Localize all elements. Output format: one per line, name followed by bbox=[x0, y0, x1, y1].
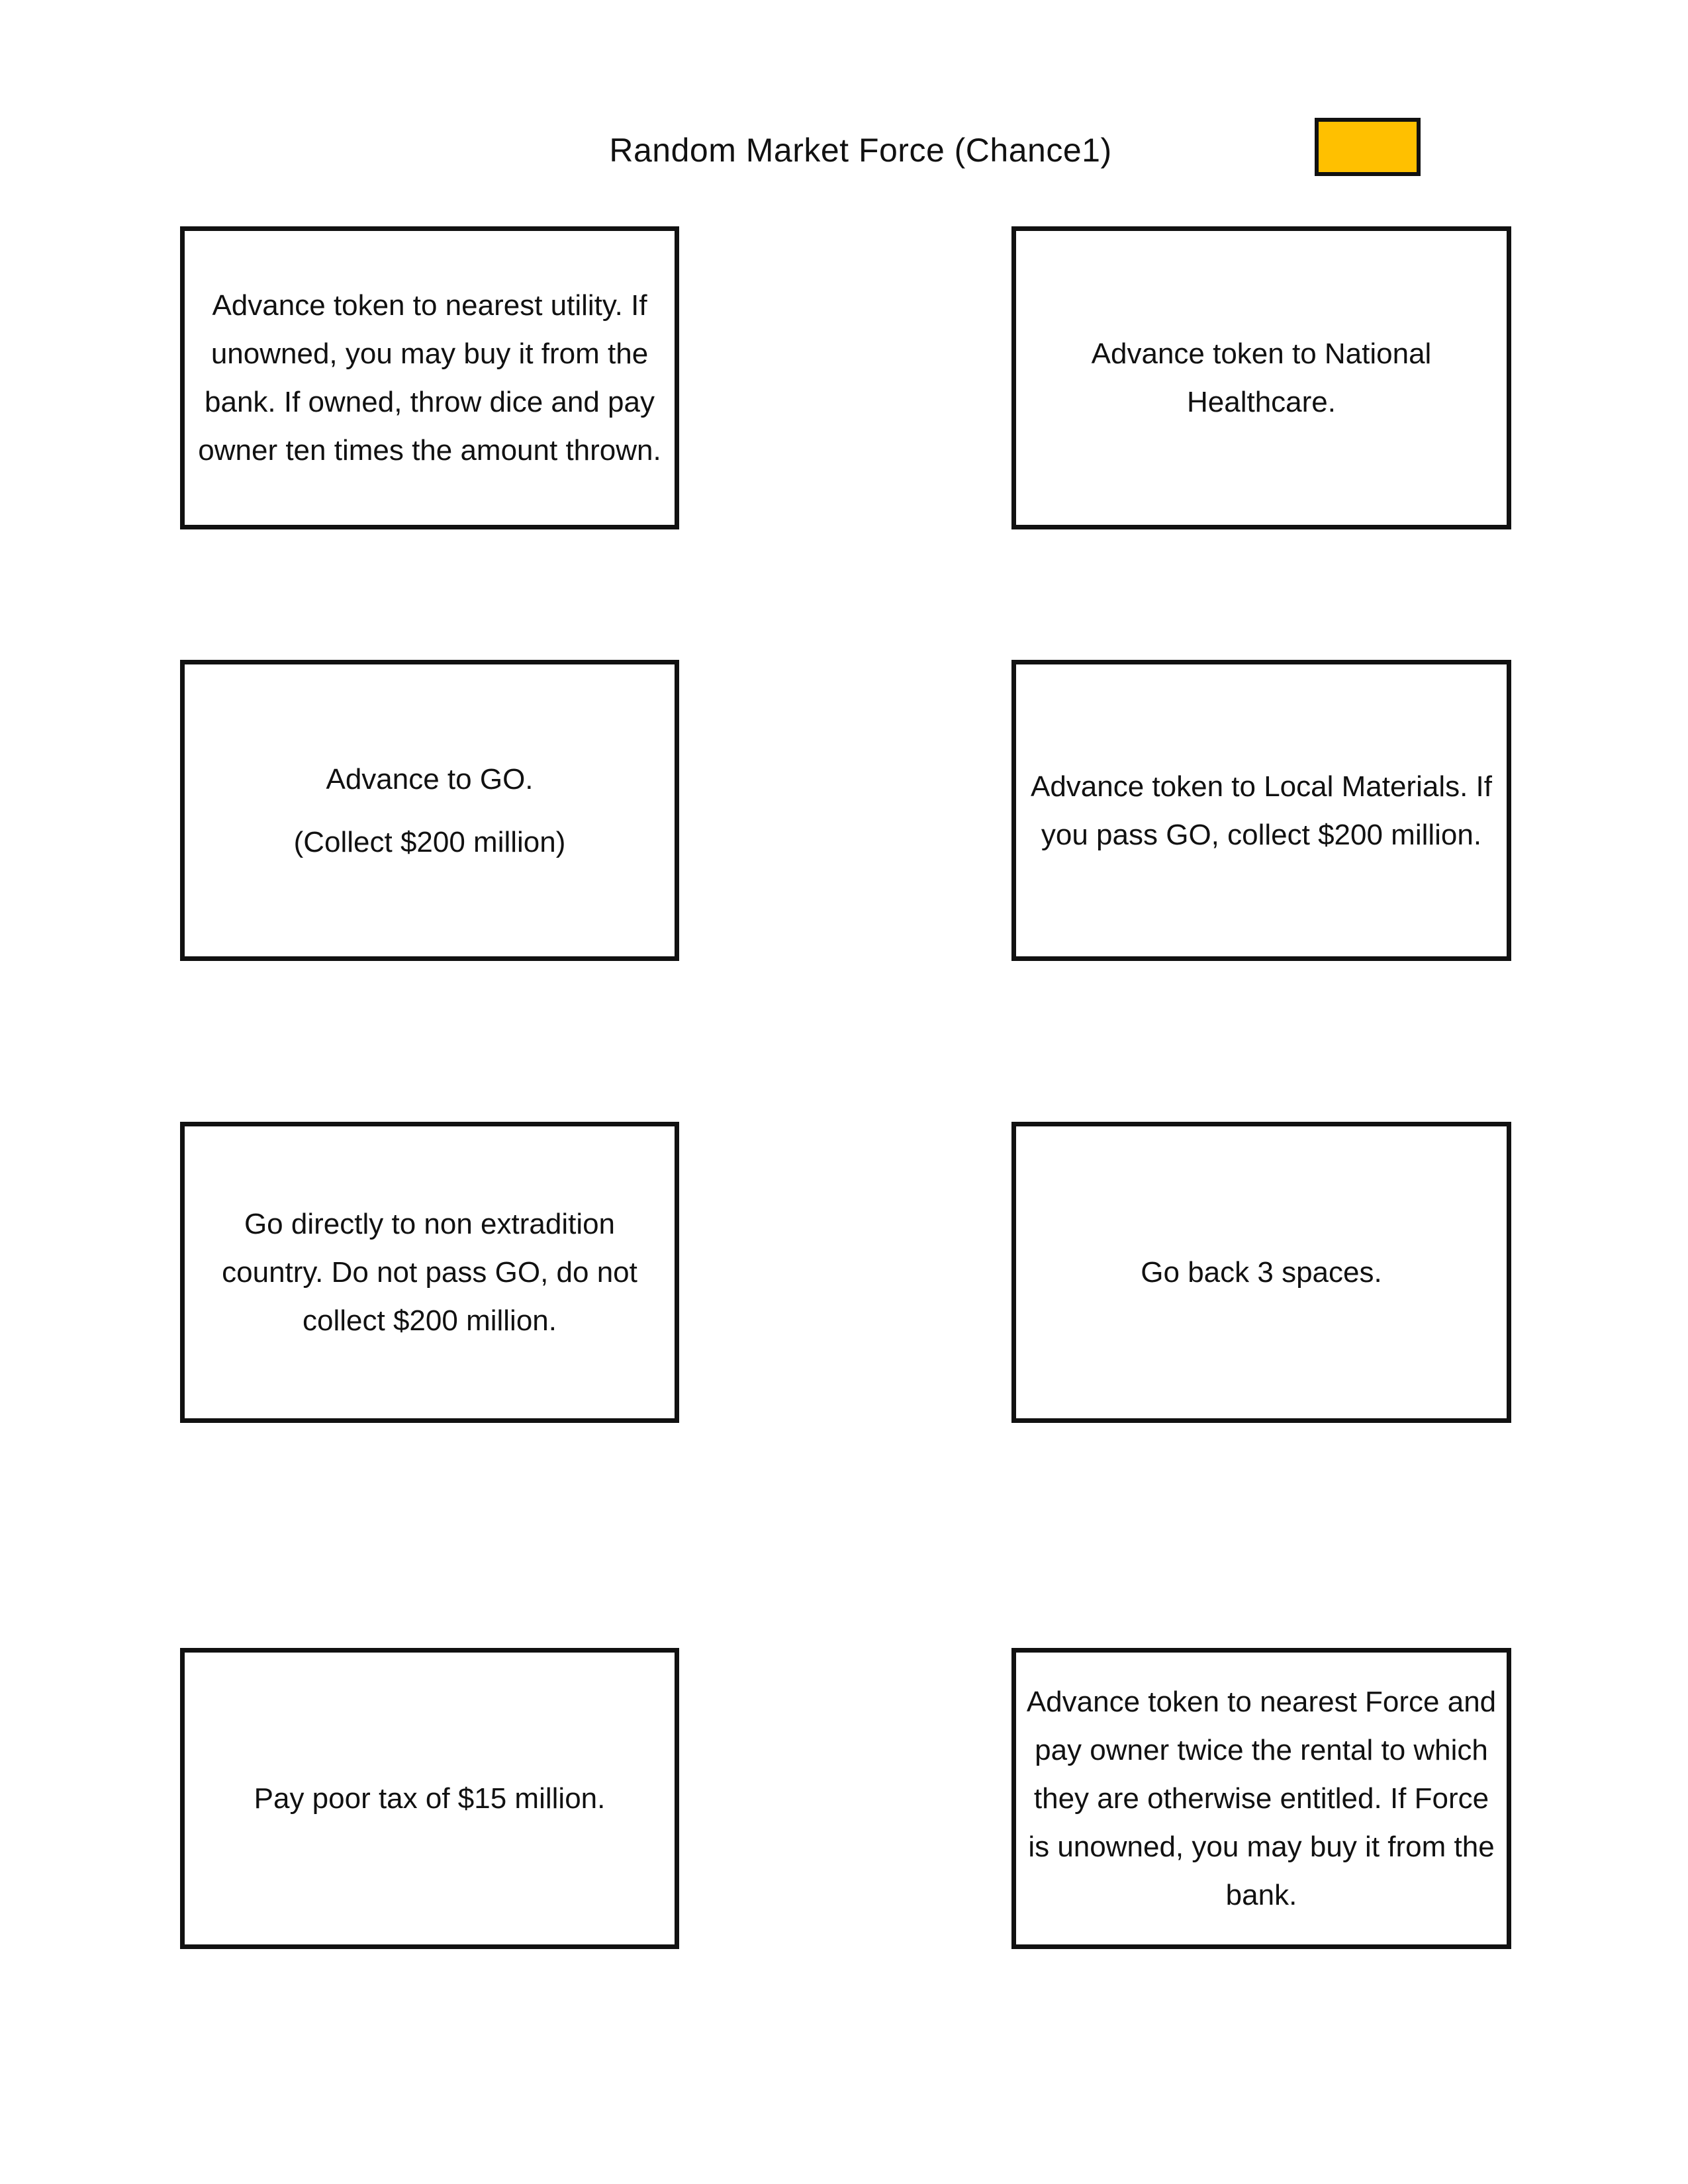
card-text: Advance token to National Healthcare. bbox=[1091, 338, 1432, 418]
card-text: Go directly to non extradition country. Do not pass GO, do not collect $200 million. bbox=[222, 1208, 637, 1337]
card-national-healthcare bbox=[1011, 226, 1511, 529]
page-title: Random Market Force (Chance1) bbox=[609, 132, 1112, 169]
card-nearest-force bbox=[1011, 1648, 1511, 1949]
card-subtext: (Collect $200 million) bbox=[293, 825, 566, 858]
card-text: Advance token to Local Materials. If you pass GO, collect $200 million. bbox=[1030, 770, 1493, 851]
card-advance-to-go bbox=[180, 660, 679, 961]
card-text: Go back 3 spaces. bbox=[1141, 1256, 1382, 1289]
card-non-extradition bbox=[180, 1122, 679, 1423]
card-poor-tax bbox=[180, 1648, 679, 1949]
card-text: Pay poor tax of $15 million. bbox=[254, 1782, 606, 1815]
card-go-back bbox=[1011, 1122, 1511, 1423]
card-text: Advance token to nearest Force and pay owner twice the rental to which they are otherwise entitled. If Force is unowned, you may buy it from the bank. bbox=[1026, 1686, 1497, 1911]
card-nearest-utility bbox=[180, 226, 679, 529]
card-local-materials bbox=[1011, 660, 1511, 961]
card-text: Advance token to nearest utility. If unowned, you may buy it from the bank. If owned, throw dice and pay owner ten times the amount thrown. bbox=[198, 289, 661, 467]
card-text: Advance to GO. bbox=[326, 762, 534, 796]
color-swatch bbox=[1315, 118, 1421, 176]
